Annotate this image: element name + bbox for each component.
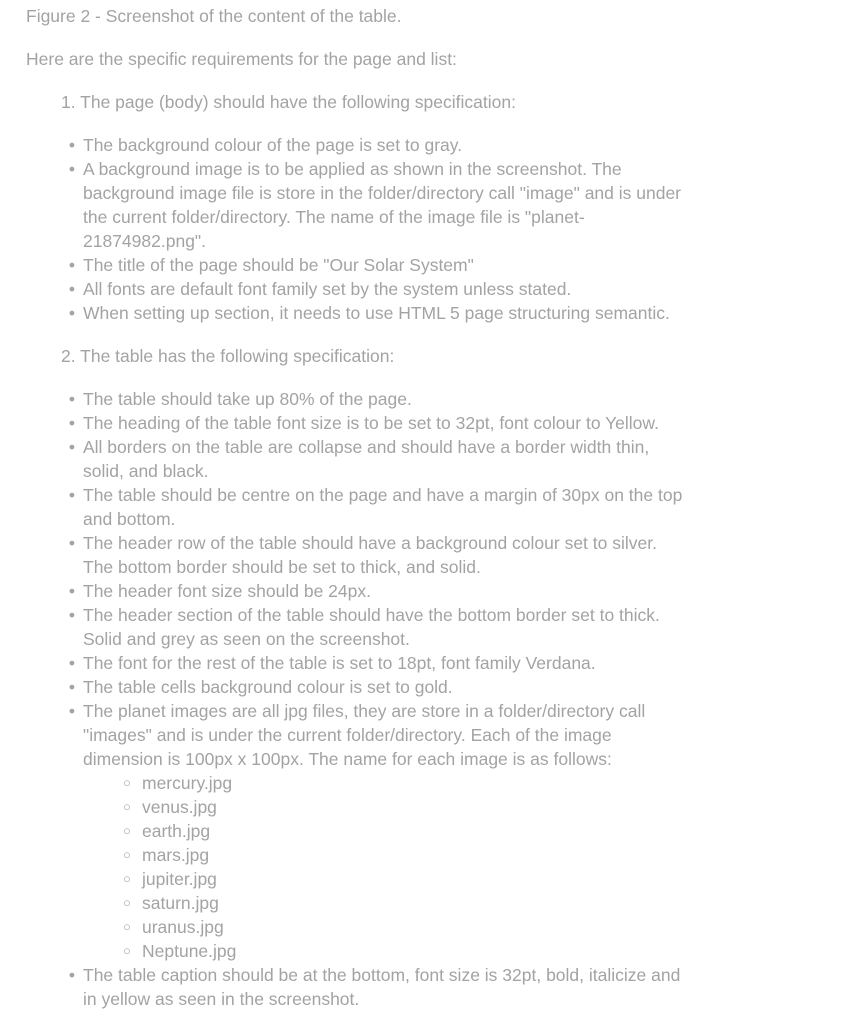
list-item [26,133,763,157]
bullet-icon: • [68,413,76,433]
image-file-item [83,867,763,891]
list-item-text: The font for the rest of the table is set to 18pt, font family Verdana. [83,653,596,673]
bullet-icon: • [68,965,76,985]
list-item-text: in yellow as seen in the screenshot. [83,989,360,1009]
list-item-text: The header font size should be 24px. [83,581,371,601]
list-item-text: The table cells background colour is set to gold. [83,677,453,697]
image-file-item [83,915,763,939]
list-item-text: The planet images are all jpg files, they are store in a folder/directory call [83,701,646,721]
bullet-icon: • [68,701,76,721]
list-item [26,675,763,699]
list-item-text: "images" and is under the current folder/directory. Each of the image [83,725,612,745]
bullet-icon: • [68,279,76,299]
list-item [26,411,763,435]
circle-bullet-icon: ○ [123,943,131,958]
bullet-icon: • [68,653,76,673]
list-item-text: The heading of the table font size is to be set to 32pt, font colour to Yellow. [83,413,659,433]
list-item [26,483,763,531]
image-file-name: mars.jpg [142,845,210,865]
bullet-icon: • [68,303,76,323]
image-file-list [83,771,763,963]
bullet-icon: • [68,533,76,553]
image-file-name: mercury.jpg [142,773,233,793]
circle-bullet-icon: ○ [123,799,131,814]
list-item-text: background image file is store in the folder/directory call "image" and is under [83,183,682,203]
figure-caption: Figure 2 - Screenshot of the content of the table. [26,6,402,26]
bullet-icon: • [68,389,76,409]
list-item [26,435,763,483]
list-item [26,531,763,579]
list-item-text: The header row of the table should have a background colour set to silver. [83,533,657,553]
list-item [26,603,763,651]
list-item [26,651,763,675]
list-item-text: All fonts are default font family set by the system unless stated. [83,279,572,299]
list-item-text: 21874982.png". [83,231,206,251]
image-file-name: earth.jpg [142,821,211,841]
list-item-text: solid, and black. [83,461,209,481]
image-file-item [83,939,763,963]
list-item-text: dimension is 100px x 100px. The name for each image is as follows: [83,749,612,769]
list-item [26,387,763,411]
list-item [26,277,763,301]
circle-bullet-icon: ○ [123,775,131,790]
section-2-heading: 2. The table has the following specification: [61,346,395,366]
list-item-text: and bottom. [83,509,176,529]
section-1-heading: 1. The page (body) should have the following specification: [61,92,516,112]
list-item [26,301,763,325]
circle-bullet-icon: ○ [123,847,131,862]
bullet-icon: • [68,135,76,155]
list-item [26,157,763,253]
image-file-name: uranus.jpg [142,917,224,937]
list-item-text: The table should be centre on the page and have a margin of 30px on the top [83,485,683,505]
image-file-item [83,819,763,843]
list-item-text: the current folder/directory. The name of the image file is "planet- [83,207,585,227]
bullet-icon: • [68,605,76,625]
list-item [26,253,763,277]
list-item [26,963,763,1011]
image-file-name: jupiter.jpg [142,869,217,889]
list-item-text: The background colour of the page is set to gray. [83,135,463,155]
bullet-icon: • [68,677,76,697]
bullet-icon: • [68,255,76,275]
circle-bullet-icon: ○ [123,823,131,838]
bullet-icon: • [68,159,76,179]
section-1-list [26,133,816,325]
section-2-list [26,387,816,1011]
circle-bullet-icon: ○ [123,895,131,910]
list-item-text: The bottom border should be set to thick, and solid. [83,557,481,577]
bullet-icon: • [68,437,76,457]
bullet-icon: • [68,581,76,601]
image-file-item [83,771,763,795]
image-file-item [83,795,763,819]
list-item-text: The header section of the table should have the bottom border set to thick. [83,605,660,625]
list-item [26,699,763,963]
image-file-name: Neptune.jpg [142,941,237,961]
list-item [26,579,763,603]
image-file-name: venus.jpg [142,797,217,817]
image-file-name: saturn.jpg [142,893,219,913]
list-item-text: All borders on the table are collapse and should have a border width thin, [83,437,650,457]
image-file-item [83,843,763,867]
list-item-text: Solid and grey as seen on the screenshot. [83,629,410,649]
document-page [26,4,816,1011]
list-item-text: The table caption should be at the bottom, font size is 32pt, bold, italicize and [83,965,681,985]
list-item-text: The title of the page should be "Our Solar System" [83,255,474,275]
list-item-text: When setting up section, it needs to use HTML 5 page structuring semantic. [83,303,670,323]
list-item-text: The table should take up 80% of the page. [83,389,412,409]
intro-text: Here are the specific requirements for the page and list: [26,49,457,69]
circle-bullet-icon: ○ [123,919,131,934]
bullet-icon: • [68,485,76,505]
circle-bullet-icon: ○ [123,871,131,886]
list-item-text: A background image is to be applied as shown in the screenshot. The [83,159,622,179]
image-file-item [83,891,763,915]
